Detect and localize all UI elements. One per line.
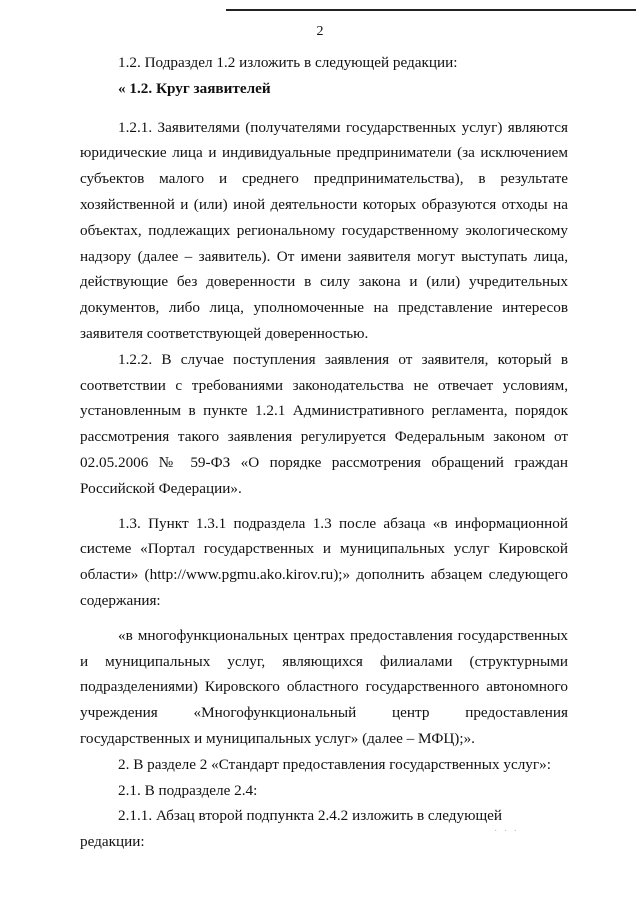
paragraph-2-1-1: 2.1.1. Абзац второй подпункта 2.4.2 изложить в следующей редакции: — [80, 807, 503, 851]
header-rule — [226, 9, 636, 11]
page-number: 2 — [316, 24, 324, 39]
paragraph-mfc-insert: «в многофункциональных центрах предоставления государственных и муниципальных услуг, являющихся филиалами (структурными подразделениями) Кировского областного государственного автономного учреждения «Многофункциональный центр предоставления государственных и муниципальных услуг» (далее – МФЦ);». — [80, 626, 568, 747]
paragraph-1-3: 1.3. Пункт 1.3.1 подраздела 1.3 после абзаца «в информационной системе «Портал государственных и муниципальных услуг Кировской области» (http://www.pgmu.ako.kirov.ru);» дополнить абзацем следующего содержания: — [80, 514, 568, 609]
scan-noise: · · · — [494, 826, 519, 837]
paragraph-2-1: 2.1. В подразделе 2.4: — [118, 781, 258, 799]
paragraph-1-2-1: 1.2.1. Заявителями (получателями государственных услуг) являются юридические лица и индивидуальные предприниматели (за исключением субъектов малого и среднего предпринимательства), в результате хозяйственной и (или) иной деятельности которых образуются отходы на объектах, подлежащих региональному государственному экологическому надзору (далее – заявитель). От имени заявителя могут выступать лица, действующие без доверенности в силу закона и (или) учредительных документов, либо лица, уполномоченные на представление интересов заявителя соответствующей доверенностью. — [80, 118, 568, 342]
section-heading-applicants: « 1.2. Круг заявителей — [118, 79, 271, 97]
document-body — [80, 50, 568, 855]
paragraph-section-2: 2. В разделе 2 «Стандарт предоставления государственных услуг»: — [118, 755, 551, 773]
paragraph-1-2-2: 1.2.2. В случае поступления заявления от заявителя, который в соответствии с требованиями законодательства не отвечает условиям, установленным в пункте 1.2.1 Административного регламента, порядок рассмотрения такого заявления регулируется Федеральным законом от 02.05.2006 № 59-ФЗ «О порядке рассмотрения обращений граждан Российской Федерации». — [80, 350, 568, 497]
paragraph-1-2-intro: 1.2. Подраздел 1.2 изложить в следующей редакции: — [118, 54, 458, 71]
